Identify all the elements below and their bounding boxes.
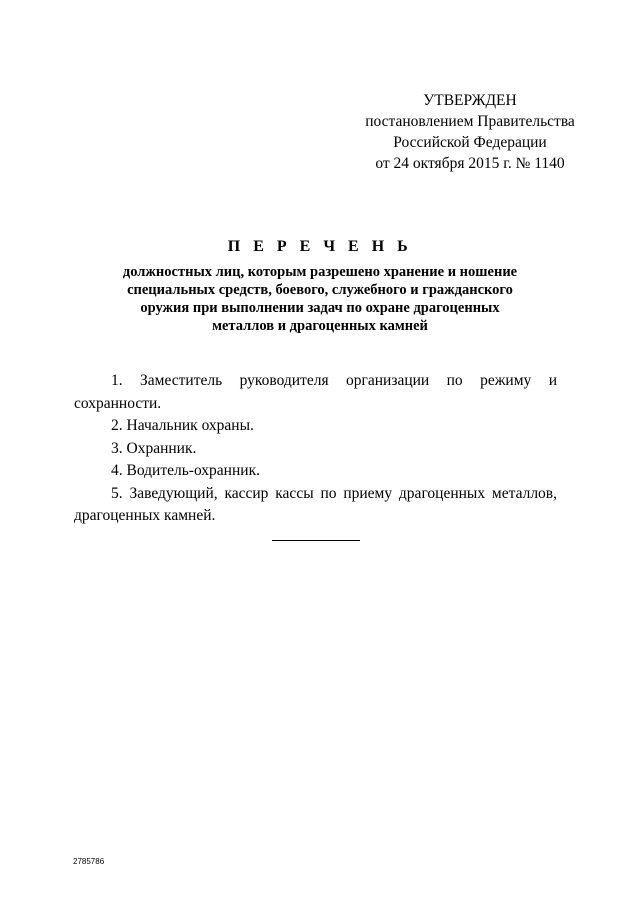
position-list (74, 370, 557, 528)
list-item: 5. Заведующий, кассир кассы по приему драгоценных металлов, драгоценных камней. (74, 484, 557, 524)
subtitle-line: должностных лиц, которым разрешено хранение и ношение (122, 264, 518, 280)
document-subtitle (60, 263, 580, 335)
list-item: 4. Водитель-охранник. (111, 462, 260, 479)
subtitle-line: оружия при выполнении задач по охране драгоценных (140, 300, 500, 316)
document-code: 2785786 (73, 857, 105, 866)
end-of-document-rule (272, 540, 360, 541)
subtitle-line: металлов и драгоценных камней (212, 318, 428, 334)
document-title: П Е Р Е Ч Е Н Ь (227, 238, 413, 255)
approval-title: УТВЕРЖДЕН (423, 92, 517, 109)
approval-line-authority: постановлением Правительства (365, 113, 575, 130)
list-item: 3. Охранник. (111, 439, 197, 457)
list-item: 2. Начальник охраны. (111, 417, 254, 434)
approval-line-country: Российской Федерации (393, 134, 547, 151)
document-heading (60, 237, 580, 335)
approval-line-date-number: от 24 октября 2015 г. № 1140 (375, 155, 565, 172)
subtitle-line: специальных средств, боевого, служебного и гражданского (127, 282, 513, 298)
list-item: 1. Заместитель руководителя организации по режиму и сохранности. (74, 372, 557, 412)
approval-stamp (320, 90, 620, 174)
